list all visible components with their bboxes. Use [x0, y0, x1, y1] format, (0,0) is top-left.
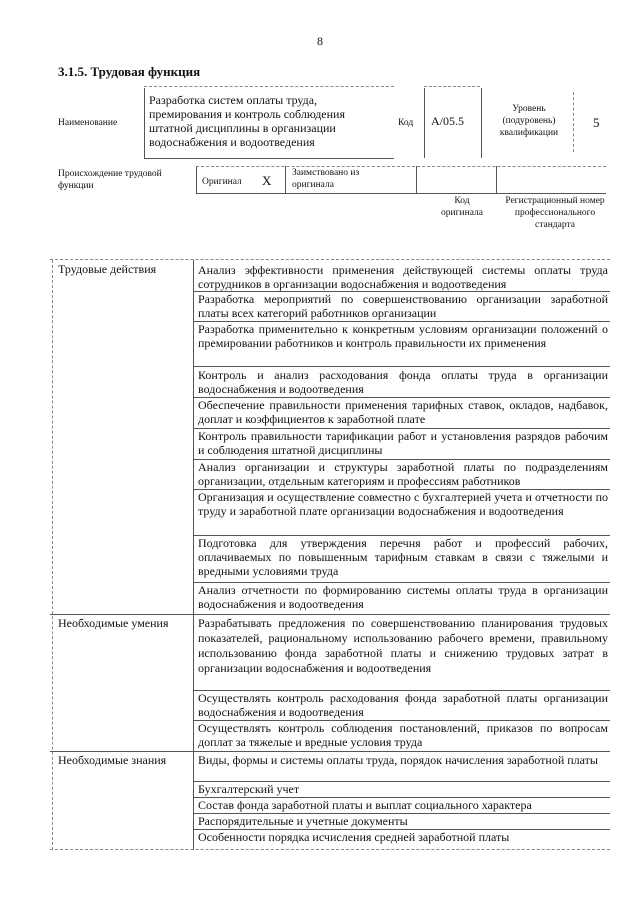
code-box-right-border — [481, 88, 482, 158]
knowledge-item: Бухгалтерский учет — [198, 782, 300, 796]
origin-label: Происхождение трудовой функции — [58, 169, 162, 191]
origin-box-bottom-border — [196, 193, 606, 194]
labor-action-item: Контроль и анализ расходования фонда оплаты труда в организации водоснабжения и водоотведения — [198, 368, 608, 396]
name-label: Наименование — [58, 118, 118, 128]
reg-number-box-left-border — [496, 166, 497, 194]
section-label-required-skills: Необходимые умения — [58, 616, 169, 630]
skill-item: Осуществлять контроль соблюдения постановлений, приказов по вопросам доплат за тяжелые и вредные условия труда — [198, 721, 608, 749]
table-column-divider — [193, 260, 194, 850]
origin-box-left-border — [196, 166, 197, 194]
table-bottom-border — [50, 849, 610, 850]
knowledge-item: Виды, формы и системы оплаты труда, порядок начисления заработной платы — [198, 753, 598, 767]
code-label: Код — [398, 118, 414, 128]
name-box-left-border — [144, 88, 145, 158]
labor-action-item: Разработка мероприятий по совершенствованию организации заработной платы всех категорий работников организации — [198, 292, 608, 320]
code-value: A/05.5 — [431, 114, 464, 128]
name-box-top-border — [144, 86, 394, 87]
borrowed-box-left-border — [285, 166, 286, 194]
labor-action-item: Анализ отчетности по формированию системы оплаты труда в организации водоснабжения и водоотведения — [198, 583, 608, 611]
code-box-top-border — [424, 86, 480, 87]
section-divider-skills — [50, 614, 610, 615]
level-value: 5 — [593, 115, 600, 130]
labor-action-item: Контроль правильности тарификации работ и установления разрядов рабочим и соблюдения штатной дисциплины — [198, 429, 608, 457]
labor-action-item: Организация и осуществление совместно с бухгалтерией учета и отчетности по труду и заработной плате организации водоснабжения и водоотведения — [198, 490, 608, 518]
original-label: Оригинал — [202, 177, 242, 187]
table-top-border — [50, 259, 610, 260]
borrowed-label: Заимствовано из оригинала — [292, 168, 360, 190]
section-divider-knowledge — [50, 751, 610, 752]
section-label-required-knowledge: Необходимые знания — [58, 753, 167, 767]
section-title: 3.1.5. Трудовая функция — [58, 64, 201, 79]
page-number: 8 — [317, 34, 323, 48]
labor-action-item: Анализ организации и структуры заработной платы по подразделениям организации, отдельным категориям и профессиям работников — [198, 460, 608, 488]
level-box-left-border — [573, 92, 574, 152]
labor-action-item: Разработка применительно к конкретным условиям организации положений о премировании работников и контроль правильности их применения — [198, 322, 608, 350]
skill-item: Осуществлять контроль расходования фонда заработной платы организации водоснабжения и водоотведения — [198, 691, 608, 719]
function-name-value: Разработка систем оплаты труда, премирования и контроль соблюдения штатной дисциплины в организации водоснабжения и водоотведения — [149, 93, 345, 149]
knowledge-item: Распорядительные и учетные документы — [198, 814, 408, 828]
reg-number-label: Регистрационный номер профессионального стандарта — [505, 196, 605, 230]
level-label: Уровень (подуровень) квалификации — [499, 104, 559, 138]
name-box-bottom-border — [144, 158, 394, 159]
section-label-labor-actions: Трудовые действия — [58, 262, 157, 276]
code-box-left-border — [424, 88, 425, 158]
labor-action-item: Анализ эффективности применения действующей системы оплаты труда сотрудников в организации водоснабжения и водоотведения — [198, 263, 608, 291]
row-divider — [194, 366, 610, 367]
code-original-label: Код оригинала — [441, 196, 483, 218]
knowledge-item: Состав фонда заработной платы и выплат социального характера — [198, 798, 532, 812]
table-left-border — [52, 260, 53, 850]
labor-action-item: Обеспечение правильности применения тарифных ставок, окладов, надбавок, доплат и коэффициентов к заработной плате — [198, 398, 608, 426]
original-checkbox-mark: X — [262, 173, 272, 188]
code-original-box-left-border — [416, 166, 417, 194]
skill-item: Разрабатывать предложения по совершенствованию планирования трудовых показателей, рациональному использованию рабочего времени, правильному использованию фонда заработной платы и снижению трудовых затрат в организации водоснабжения и водоотведения — [198, 616, 608, 675]
labor-action-item: Подготовка для утверждения перечня работ и профессий рабочих, оплачиваемых по повышенным тарифным ставкам в связи с тяжелыми и вредными условиями труда — [198, 536, 608, 578]
knowledge-item: Особенности порядка исчисления средней заработной платы — [198, 830, 510, 844]
